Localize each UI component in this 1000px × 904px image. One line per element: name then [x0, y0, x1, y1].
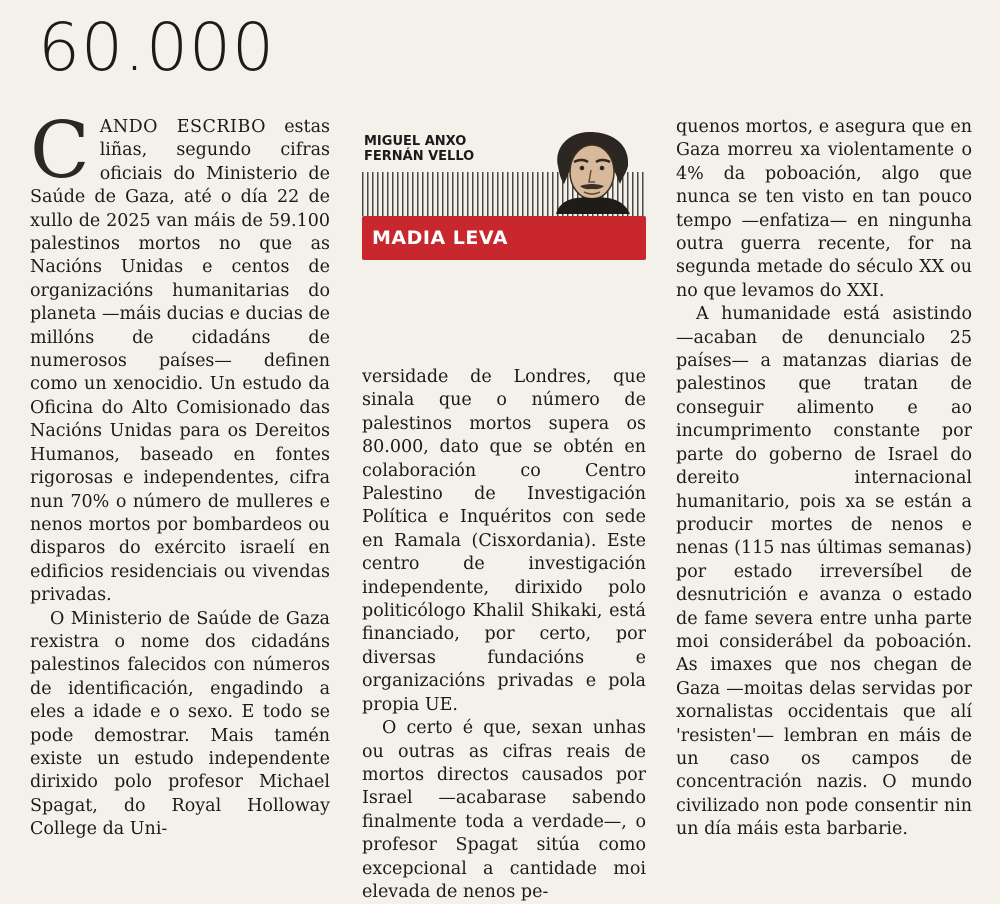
- article-paragraph-3-continued: quenos mortos, e asegura que en Gaza morreu xa violentamente o 4% da poboación, algo que nunca se ten visto en tan pouco tempo —enfatiza— en ningunha outra guerra recente, for na segunda metade do século XX ou no que levamos do XXI.: [676, 117, 972, 301]
- lead-caps: ANDO ESCRIBO: [99, 117, 266, 137]
- article-paragraph-2-continued: versidade de Londres, que sinala que o número de palestinos mortos supera os 80.000, dato que se obtén en colaboración co Centro Palestino de Investigación Política e Inquéritos con sede en Ramala (Cisxordania). Este centro de investigación independente, dirixido polo politicólogo Khalil Shikaki, está financiado, por certo, por diversas fundacións e organizacións privadas e pola propia UE.: [362, 367, 646, 715]
- article-paragraph-1: [30, 106, 330, 608]
- author-name: MIGUEL ANXO FERNÁN VELLO: [364, 134, 475, 164]
- article-paragraph-2: O Ministerio de Saúde de Gaza rexistra o nome dos cidadáns palestinos falecidos con números de identificación, engadindo a eles a idade e o sexo. E todo se pode demostrar. Mais tamén existe un estudo independente dirixido polo profesor Michael Spagat, do Royal Holloway College da Uni-: [30, 608, 330, 840]
- article-paragraph-4: A humanidade está asistindo —acaban de denuncialo 25 países— a matanzas diarias de palestinos que tratan de conseguir alimento e ao incumprimento constante por parte do goberno de Israel do dereito internacional humanitario, pois xa se están a producir mortes de nenos e nenas (115 nas últimas semanas) por estado irreversíbel de desnutrición e avanza o estado de fame severa entre unha parte moi considerábel da poboación. As imaxes que nos chegan de Gaza —moitas delas servidas por xornalistas occidentais que alí 'resisten'— lembran en máis de un caso os campos de concentración nazis. O mundo civilizado non pode consentir nin un día máis esta barbarie.: [676, 304, 972, 840]
- byline-box: [362, 126, 646, 264]
- author-portrait-icon: [544, 126, 640, 214]
- dropcap: C: [30, 106, 90, 196]
- paragraph-1-text: estas liñas, segundo cifras oficiais do Ministerio de Saúde de Gaza, até o día 22 de xullo de 2025 van máis de 59.100 palestinos mortos no que as Nacións Unidas e centos de organizacións humanitarias do planeta —máis ducias e ducias de millóns de cidadáns de numerosos países— definen como un xenocidio. Un estudo da Oficina do Alto Comisionado das Nacións Unidas para os Dereitos Humanos, baseado en fontes rigorosas e independentes, cifra nun 70% o número de mulleres e nenos mortos por bombardeos ou disparos do exército israelí en edificios residenciais ou vivendas privadas.: [30, 117, 330, 606]
- section-band: [362, 216, 646, 260]
- column-1: [30, 106, 330, 842]
- column-2: [362, 366, 646, 904]
- article-paragraph-3: O certo é que, sexan unhas ou outras as cifras reais de mortos directos causados por Israel —acabarase sabendo finalmente toda a verdade—, o profesor Spagat sitúa como excepcional a cantidade moi elevada de nenos pe-: [362, 718, 646, 902]
- section-label: MADIA LEVA: [372, 227, 508, 249]
- column-3: [676, 116, 972, 842]
- headline: 60.000: [38, 9, 275, 86]
